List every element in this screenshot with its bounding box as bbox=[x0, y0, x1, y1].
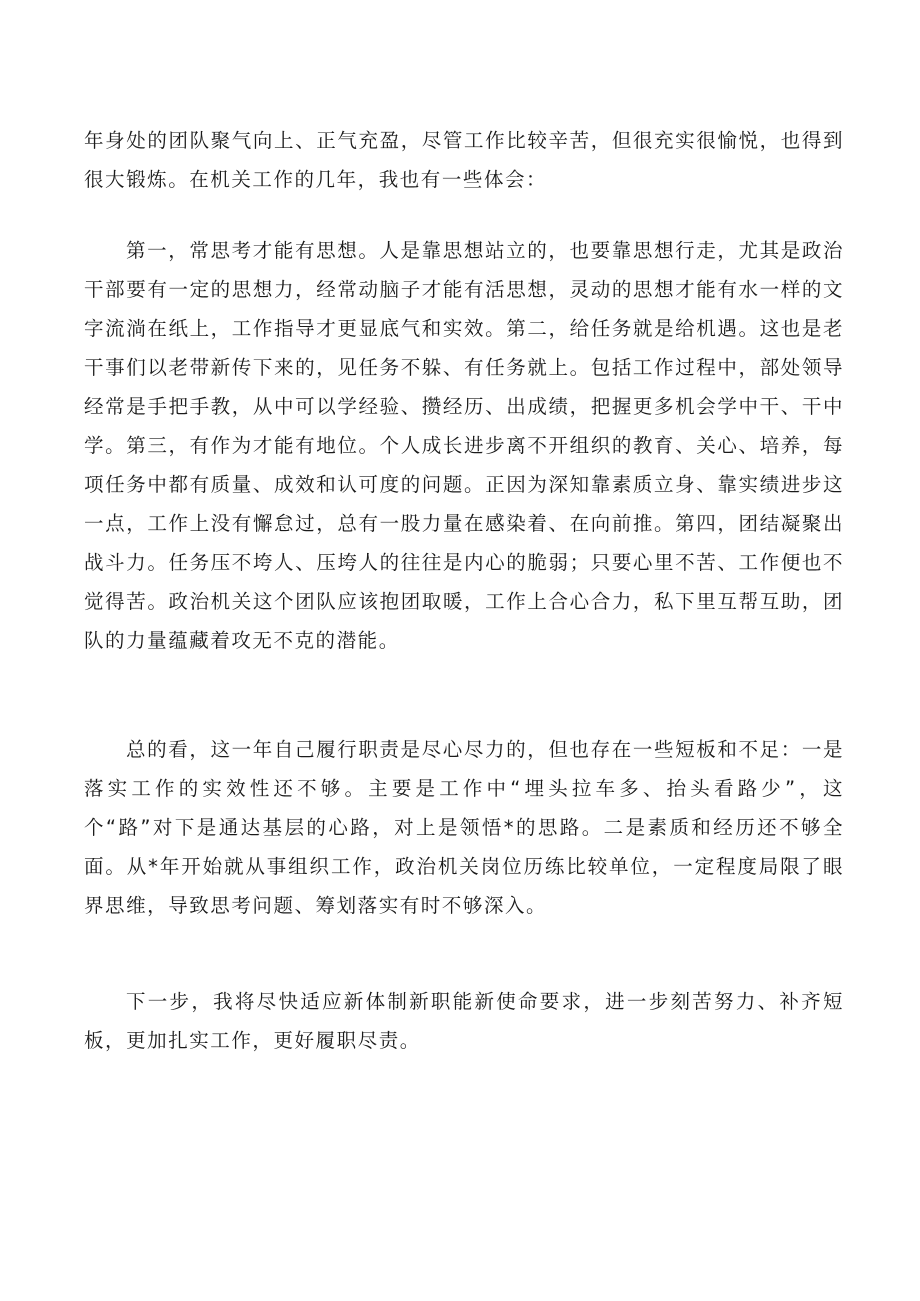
paragraph-next-steps: 下一步，我将尽快适应新体制新职能新使命要求，进一步刻苦努力、补齐短板，更加扎实工作，更好履职尽责。 bbox=[84, 990, 844, 1052]
paragraph-continuation: 年身处的团队聚气向上、正气充盈，尽管工作比较辛苦，但很充实很愉悦，也得到很大锻炼。在机关工作的几年，我也有一些体会： bbox=[84, 129, 844, 191]
paragraph-shortcomings: 总的看，这一年自己履行职责是尽心尽力的，但也存在一些短板和不足：一是落实工作的实效性还不够。主要是工作中“埋头拉车多、抬头看路少”，这个“路”对下是通达基层的心路，对上是领悟*的思路。二是素质和经历还不够全面。从*年开始就从事组织工作，政治机关岗位历练比较单位，一定程度局限了眼界思维，导致思考问题、筹划落实有时不够深入。 bbox=[84, 738, 844, 917]
paragraph-experiences: 第一，常思考才能有思想。人是靠思想站立的，也要靠思想行走，尤其是政治干部要有一定的思想力，经常动脑子才能有活思想，灵动的思想才能有水一样的文字流淌在纸上，工作指导才更显底气和实效。第二，给任务就是给机遇。这也是老干事们以老带新传下来的，见任务不躲、有任务就上。包括工作过程中，部处领导经常是手把手教，从中可以学经验、攒经历、出成绩，把握更多机会学中干、干中学。第三，有作为才能有地位。个人成长进步离不开组织的教育、关心、培养，每项任务中都有质量、成效和认可度的问题。正因为深知靠素质立身、靠实绩进步这一点，工作上没有懈怠过，总有一股力量在感染着、在向前推。第四，团结凝聚出战斗力。任务压不垮人、压垮人的往往是内心的脆弱；只要心里不苦、工作便也不觉得苦。政治机关这个团队应该抱团取暖，工作上合心合力，私下里互帮互助，团队的力量蕴藏着攻无不克的潜能。 bbox=[84, 239, 844, 652]
